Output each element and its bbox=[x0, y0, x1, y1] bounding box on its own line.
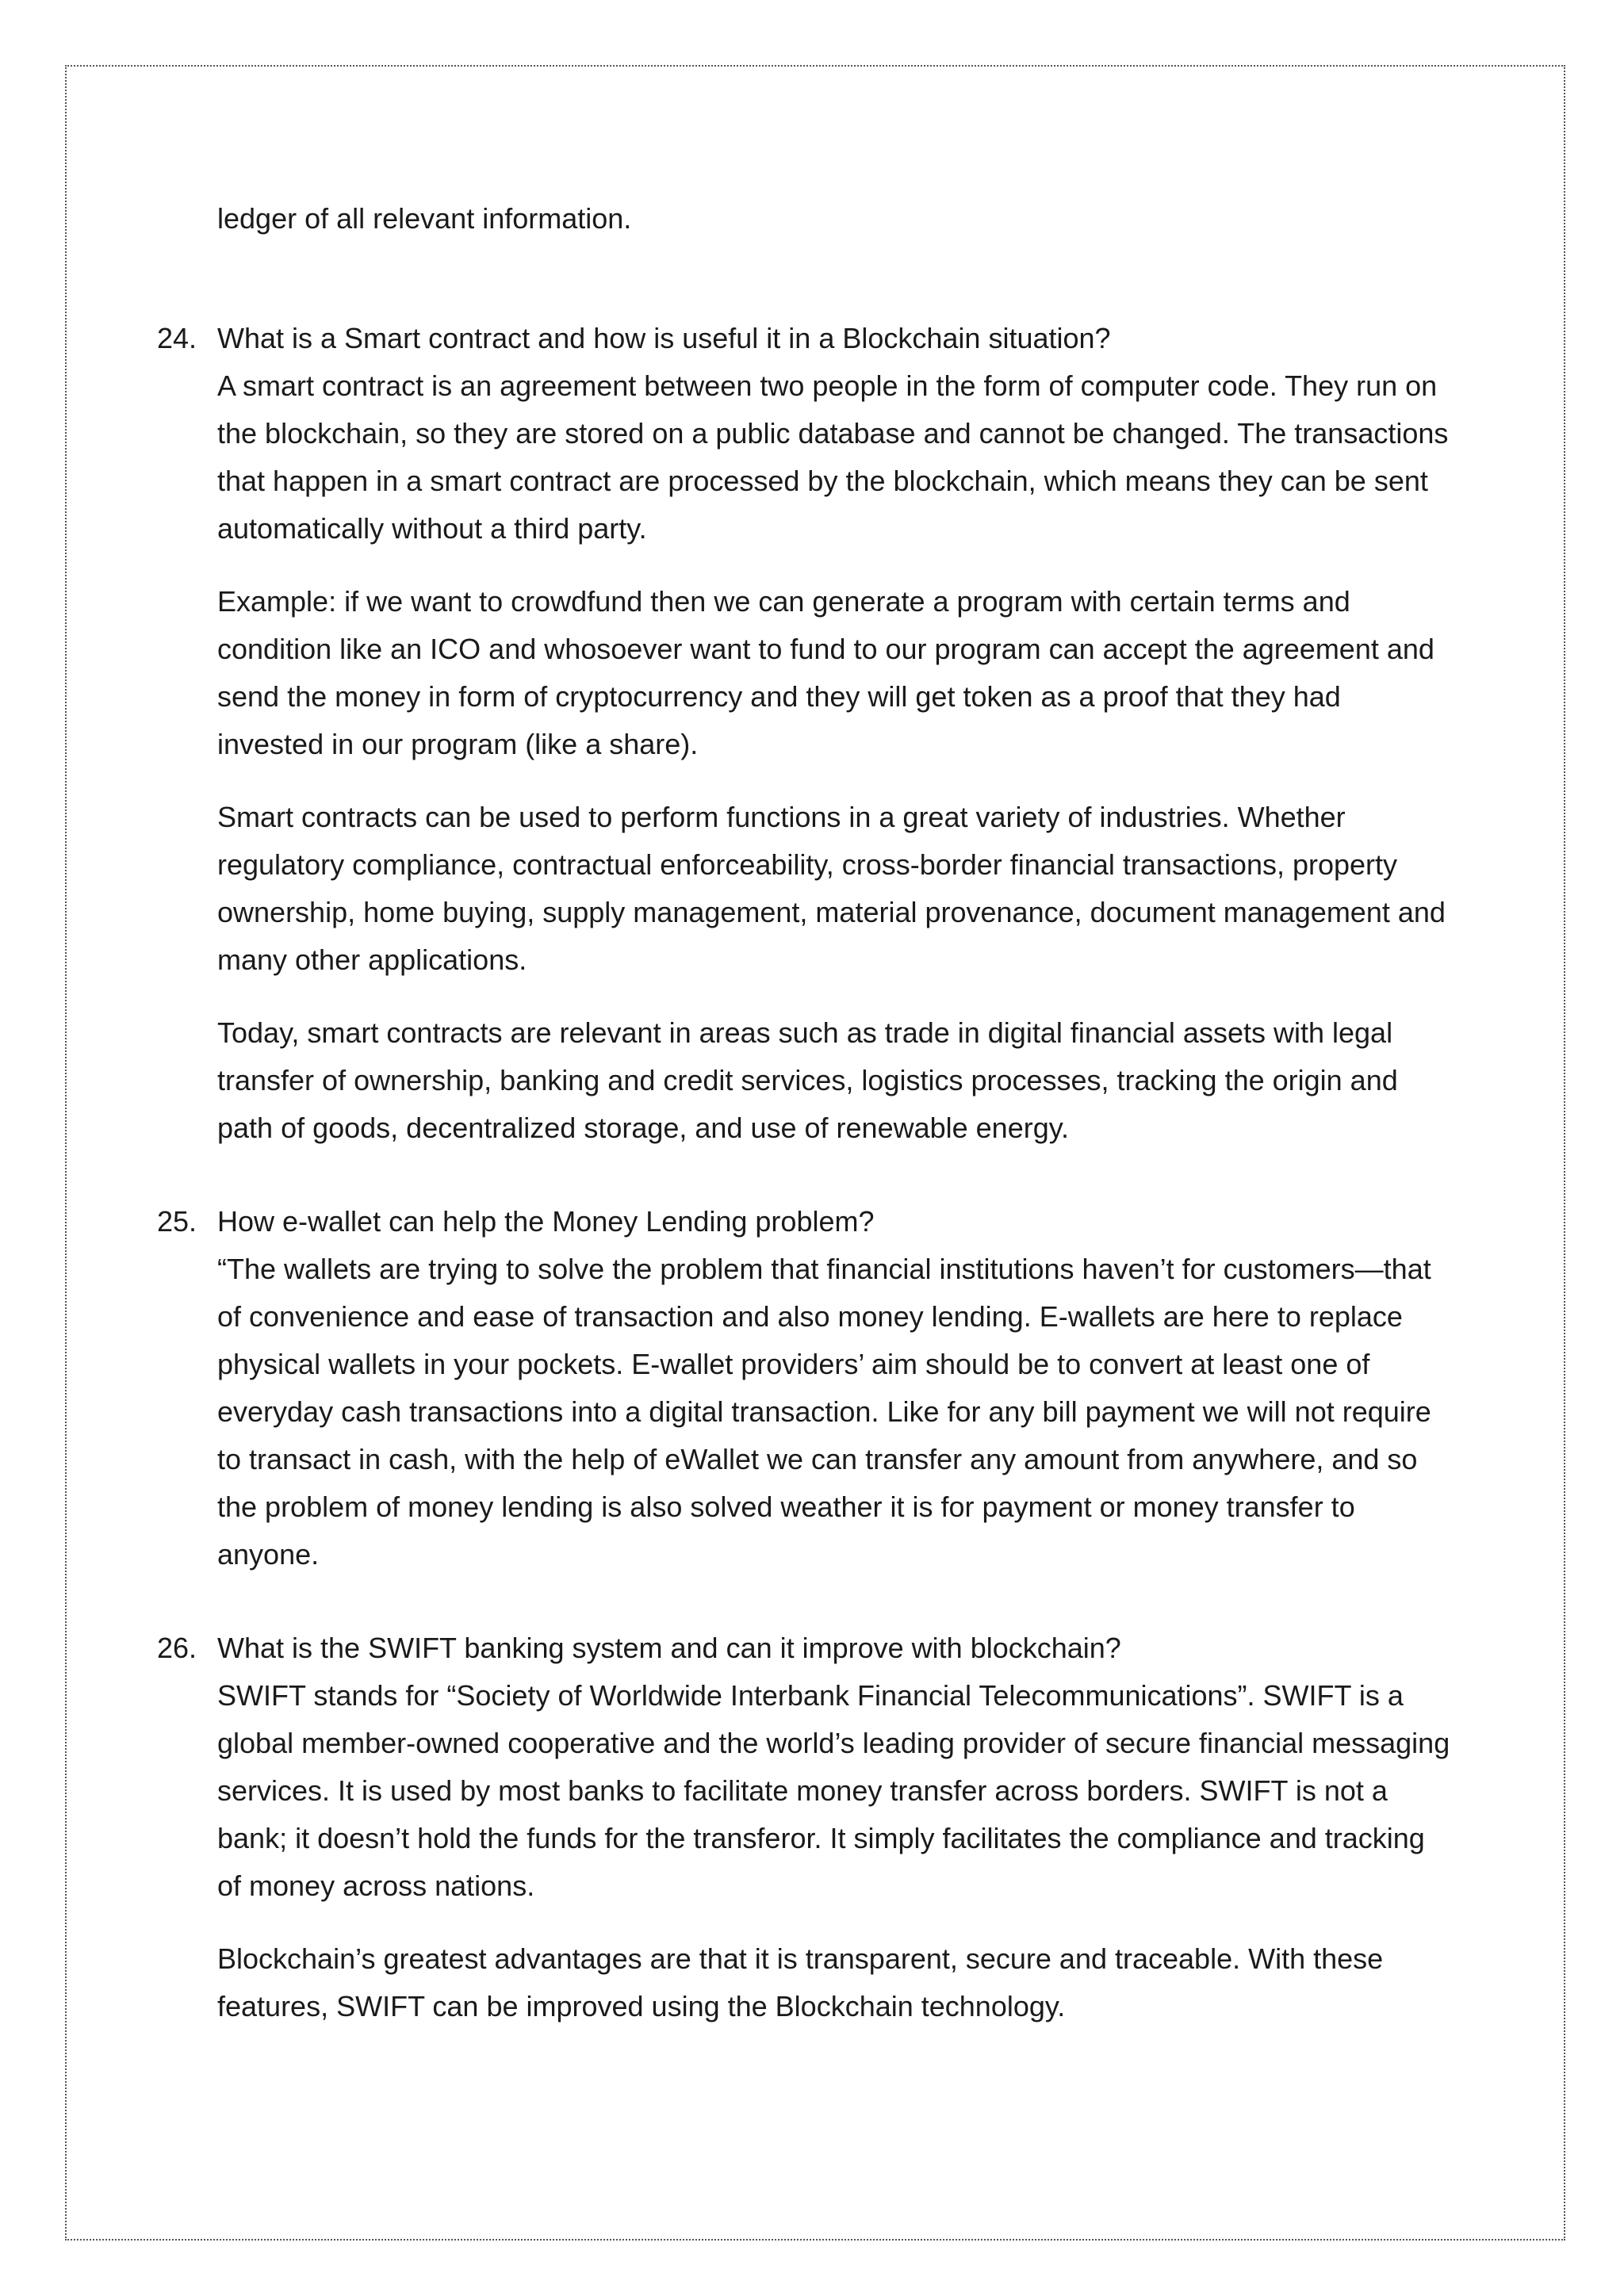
question-24 bbox=[157, 315, 1454, 1152]
answer-paragraph: SWIFT stands for “Society of Worldwide Interbank Financial Telecommunications”. SWIFT is a global member-owned cooperative and the world’s leading provider of secure financial messaging services. It is used by most banks to facilitate money transfer across borders. SWIFT is not a bank; it doesn’t hold the funds for the transferor. It simply facilitates the compliance and tracking of money across nations. bbox=[217, 1679, 1450, 1902]
answer-paragraph: Smart contracts can be used to perform functions in a great variety of industries. Whether regulatory compliance, contractual enforceability, cross-border financial transactions, property ownership, home buying, supply management, material provenance, document management and many other applications. bbox=[217, 801, 1446, 976]
question-26 bbox=[157, 1624, 1454, 2030]
question-text: What is a Smart contract and how is useful it in a Blockchain situation? bbox=[217, 322, 1111, 354]
question-number: 26. bbox=[157, 1632, 197, 1664]
answer-paragraph: A smart contract is an agreement between two people in the form of computer code. They run on the blockchain, so they are stored on a public database and cannot be changed. The transactions that happen in a smart contract are processed by the blockchain, which means they can be sent automatically without a third party. bbox=[217, 369, 1449, 545]
answer-paragraph: “The wallets are trying to solve the problem that financial institutions haven’t for customers—that of convenience and ease of transaction and also money lending. E-wallets are here to replace physical wallets in your pockets. E-wallet providers’ aim should be to convert at least one of everyday cash transactions into a digital transaction. Like for any bill payment we will not require to transact in cash, with the help of eWallet we can transfer any amount from anywhere, and so the problem of money lending is also solved weather it is for payment or money transfer to anyone. bbox=[217, 1253, 1431, 1571]
question-number: 25. bbox=[157, 1205, 197, 1238]
question-number: 24. bbox=[157, 322, 197, 354]
question-text: What is the SWIFT banking system and can it improve with blockchain? bbox=[217, 1632, 1121, 1664]
continued-paragraph: ledger of all relevant information. bbox=[217, 202, 632, 235]
question-text: How e-wallet can help the Money Lending problem? bbox=[217, 1205, 875, 1238]
answer-paragraph: Blockchain’s greatest advantages are that it is transparent, secure and traceable. With these features, SWIFT can be improved using the Blockchain technology. bbox=[217, 1942, 1384, 2022]
document-body bbox=[157, 195, 1454, 2076]
answer-paragraph: Today, smart contracts are relevant in areas such as trade in digital financial assets with legal transfer of ownership, banking and credit services, logistics processes, tracking the origin and path of goods, decentralized storage, and use of renewable energy. bbox=[217, 1016, 1398, 1144]
question-25 bbox=[157, 1198, 1454, 1578]
answer-paragraph: Example: if we want to crowdfund then we can generate a program with certain terms and condition like an ICO and whosoever want to fund to our program can accept the agreement and send the money in form of cryptocurrency and they will get token as a proof that they had invested in our program (like a share). bbox=[217, 585, 1434, 760]
